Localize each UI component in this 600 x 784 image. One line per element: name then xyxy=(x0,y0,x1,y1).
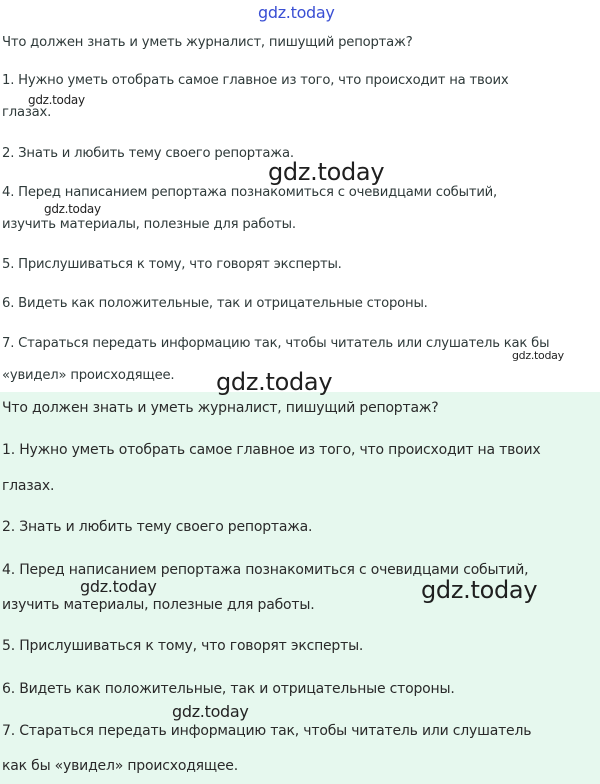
answer-item-6: 6. Видеть как положительные, так и отрицательные стороны. xyxy=(2,681,455,697)
answer-item-4-line-1: 4. Перед написанием репортажа познакомиться с очевидцами событий, xyxy=(2,562,529,578)
answer-item-1-line-1: 1. Нужно уметь отобрать самое главное из того, что происходит на твоих xyxy=(2,73,509,88)
watermark: gdz.today xyxy=(421,576,538,604)
answer-item-5: 5. Прислушиваться к тому, что говорят эксперты. xyxy=(2,257,342,272)
watermark: gdz.today xyxy=(216,368,333,396)
answer-item-5: 5. Прислушиваться к тому, что говорят эксперты. xyxy=(2,638,364,654)
answer-item-4-line-2: изучить материалы, полезные для работы. xyxy=(2,597,315,613)
watermark: gdz.today xyxy=(172,702,249,721)
answer-item-7-line-2: как бы «увидел» происходящее. xyxy=(2,758,238,774)
answer-item-2: 2. Знать и любить тему своего репортажа. xyxy=(2,519,313,535)
answer-item-7-line-2: «увидел» происходящее. xyxy=(2,368,175,383)
answer-item-1-line-1: 1. Нужно уметь отобрать самое главное из того, что происходит на твоих xyxy=(2,442,541,458)
site-logo-watermark: gdz.today xyxy=(258,3,335,22)
watermark: gdz.today xyxy=(44,202,101,216)
answer-item-1-line-2: глазах. xyxy=(2,478,55,494)
answer-item-7-line-1: 7. Стараться передать информацию так, чтобы читатель или слушатель как бы xyxy=(2,336,550,351)
question-heading: Что должен знать и уметь журналист, пишущий репортаж? xyxy=(2,35,413,50)
question-heading: Что должен знать и уметь журналист, пишущий репортаж? xyxy=(2,400,439,416)
watermark: gdz.today xyxy=(268,158,385,186)
answer-item-6: 6. Видеть как положительные, так и отрицательные стороны. xyxy=(2,296,428,311)
answer-item-2: 2. Знать и любить тему своего репортажа. xyxy=(2,146,294,161)
answer-item-1-line-2: глазах. xyxy=(2,105,52,120)
answer-item-4-line-1: 4. Перед написанием репортажа познакомиться с очевидцами событий, xyxy=(2,185,498,200)
answer-item-7-line-1: 7. Стараться передать информацию так, чтобы читатель или слушатель xyxy=(2,723,532,739)
watermark: gdz.today xyxy=(512,349,564,362)
watermark: gdz.today xyxy=(28,93,85,107)
watermark: gdz.today xyxy=(80,577,157,596)
answer-item-4-line-2: изучить материалы, полезные для работы. xyxy=(2,217,296,232)
